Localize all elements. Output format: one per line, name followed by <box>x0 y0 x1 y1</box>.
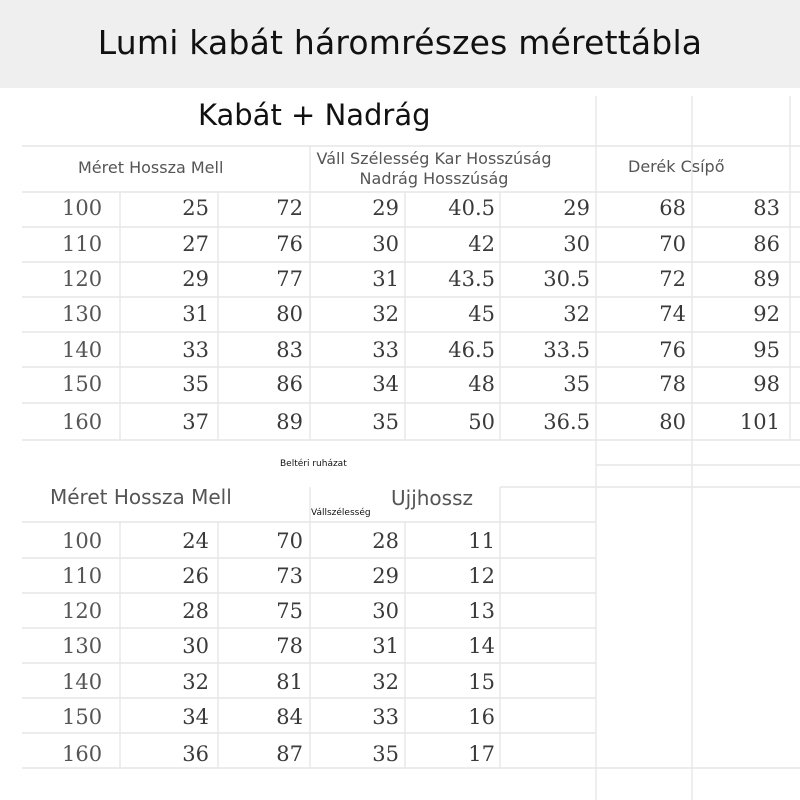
value-cell: 36 <box>182 742 209 766</box>
value-cell: 27 <box>182 232 209 256</box>
value-cell: 75 <box>276 599 303 623</box>
value-cell: 80 <box>659 410 686 434</box>
table2-header-left: Méret Hossza Mell <box>50 485 232 509</box>
value-cell: 36.5 <box>543 410 590 434</box>
value-cell: 31 <box>182 302 209 326</box>
value-cell: 25 <box>182 196 209 220</box>
value-cell: 15 <box>468 670 495 694</box>
value-cell: 28 <box>182 599 209 623</box>
value-cell: 13 <box>468 599 495 623</box>
value-cell: 87 <box>276 742 303 766</box>
value-cell: 11 <box>468 529 495 553</box>
value-cell: 70 <box>659 232 686 256</box>
value-cell: 12 <box>468 564 495 588</box>
value-cell: 30 <box>182 634 209 658</box>
value-cell: 30.5 <box>543 267 590 291</box>
value-cell: 74 <box>659 302 686 326</box>
value-cell: 35 <box>372 742 399 766</box>
table1-header-right: Derék Csípő <box>628 157 725 176</box>
value-cell: 32 <box>563 302 590 326</box>
value-cell: 35 <box>182 372 209 396</box>
size-cell: 110 <box>62 232 103 256</box>
table2-header-small: Vállszélesség <box>311 508 371 518</box>
value-cell: 78 <box>659 372 686 396</box>
size-cell: 140 <box>62 338 103 362</box>
value-cell: 29 <box>372 196 399 220</box>
value-cell: 30 <box>563 232 590 256</box>
value-cell: 50 <box>468 410 495 434</box>
table2-title: Beltéri ruházat <box>280 459 347 469</box>
value-cell: 33 <box>372 705 399 729</box>
value-cell: 40.5 <box>448 196 495 220</box>
value-cell: 16 <box>468 705 495 729</box>
value-cell: 77 <box>276 267 303 291</box>
size-cell: 140 <box>62 670 103 694</box>
value-cell: 33.5 <box>543 338 590 362</box>
size-cell: 160 <box>62 410 103 434</box>
value-cell: 101 <box>739 410 780 434</box>
value-cell: 86 <box>276 372 303 396</box>
value-cell: 98 <box>753 372 780 396</box>
table1-header-mid-line2: Nadrág Hosszúság <box>359 169 509 188</box>
value-cell: 81 <box>276 670 303 694</box>
value-cell: 28 <box>372 529 399 553</box>
size-cell: 100 <box>62 529 103 553</box>
value-cell: 34 <box>372 372 399 396</box>
size-cell: 130 <box>62 302 103 326</box>
value-cell: 48 <box>468 372 495 396</box>
value-cell: 46.5 <box>448 338 495 362</box>
value-cell: 33 <box>182 338 209 362</box>
value-cell: 68 <box>659 196 686 220</box>
value-cell: 43.5 <box>448 267 495 291</box>
value-cell: 72 <box>276 196 303 220</box>
size-cell: 150 <box>62 372 103 396</box>
value-cell: 24 <box>182 529 209 553</box>
value-cell: 32 <box>182 670 209 694</box>
value-cell: 32 <box>372 670 399 694</box>
value-cell: 29 <box>372 564 399 588</box>
value-cell: 45 <box>468 302 495 326</box>
value-cell: 89 <box>753 267 780 291</box>
value-cell: 33 <box>372 338 399 362</box>
value-cell: 26 <box>182 564 209 588</box>
value-cell: 35 <box>563 372 590 396</box>
value-cell: 37 <box>182 410 209 434</box>
table1-header-mid <box>315 149 553 189</box>
table1-header-mid-line1: Váll Szélesség Kar Hosszúság <box>316 149 552 168</box>
value-cell: 30 <box>372 232 399 256</box>
value-cell: 31 <box>372 267 399 291</box>
value-cell: 29 <box>182 267 209 291</box>
value-cell: 83 <box>276 338 303 362</box>
size-cell: 100 <box>62 196 103 220</box>
table1-title: Kabát + Nadrág <box>198 98 431 132</box>
value-cell: 30 <box>372 599 399 623</box>
size-cell: 120 <box>62 267 103 291</box>
value-cell: 84 <box>276 705 303 729</box>
page-title: Lumi kabát háromrészes mérettábla <box>97 22 703 62</box>
size-cell: 160 <box>62 742 103 766</box>
table1-header-left: Méret Hossza Mell <box>78 158 224 177</box>
value-cell: 83 <box>753 196 780 220</box>
value-cell: 80 <box>276 302 303 326</box>
value-cell: 35 <box>372 410 399 434</box>
size-cell: 150 <box>62 705 103 729</box>
value-cell: 95 <box>753 338 780 362</box>
value-cell: 89 <box>276 410 303 434</box>
value-cell: 72 <box>659 267 686 291</box>
value-cell: 76 <box>276 232 303 256</box>
value-cell: 14 <box>468 634 495 658</box>
size-cell: 120 <box>62 599 103 623</box>
value-cell: 31 <box>372 634 399 658</box>
value-cell: 34 <box>182 705 209 729</box>
value-cell: 17 <box>468 742 495 766</box>
value-cell: 32 <box>372 302 399 326</box>
value-cell: 73 <box>276 564 303 588</box>
value-cell: 29 <box>563 196 590 220</box>
value-cell: 76 <box>659 338 686 362</box>
value-cell: 86 <box>753 232 780 256</box>
value-cell: 78 <box>276 634 303 658</box>
table2-header-right: Ujjhossz <box>391 486 474 510</box>
value-cell: 92 <box>753 302 780 326</box>
size-cell: 110 <box>62 564 103 588</box>
value-cell: 70 <box>276 529 303 553</box>
value-cell: 42 <box>468 232 495 256</box>
size-cell: 130 <box>62 634 103 658</box>
